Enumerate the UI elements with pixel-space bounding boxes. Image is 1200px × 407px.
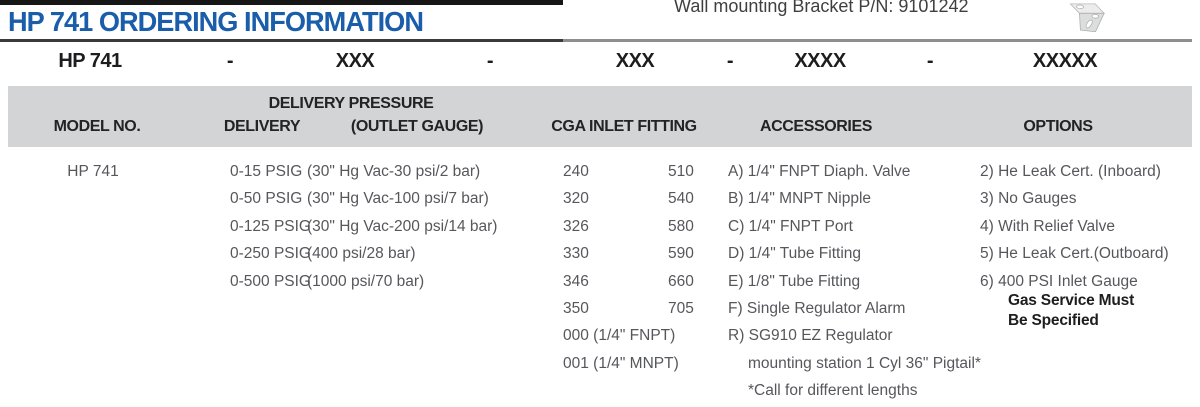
top-black-bar xyxy=(0,0,563,5)
gas-service-note-line: Be Specified xyxy=(1008,311,1099,329)
order-code-dash: - xyxy=(726,50,734,72)
column-header-outlet-gauge: (OUTLET GAUGE) xyxy=(350,118,484,135)
model-no-column xyxy=(43,158,143,185)
table-cell: HP 741 xyxy=(67,163,119,180)
table-cell: C) 1/4" FNPT Port xyxy=(728,217,853,235)
table-cell: 001 (1/4" MNPT) xyxy=(563,354,679,372)
table-cell: (30" Hg Vac-200 psi/14 bar) xyxy=(307,217,498,235)
table-cell: F) Single Regulator Alarm xyxy=(728,300,906,318)
table-cell: 660 xyxy=(668,272,694,290)
table-cell: 0-125 PSIG xyxy=(230,217,311,235)
order-code-model: HP 741 xyxy=(58,50,122,72)
table-cell: D) 1/4" Tube Fitting xyxy=(728,245,862,263)
gas-service-note-line: Gas Service Must xyxy=(1008,292,1135,309)
table-cell: 326 xyxy=(563,217,589,235)
table-cell: 350 xyxy=(563,300,589,318)
table-cell: 320 xyxy=(563,190,589,208)
outlet-gauge-column xyxy=(307,158,557,295)
order-code-dash: - xyxy=(226,50,234,72)
order-code-dash: - xyxy=(486,50,494,72)
wall-bracket-icon xyxy=(1058,0,1114,37)
page-title: HP 741 ORDERING INFORMATION xyxy=(8,6,423,37)
column-header-cga-inlet-fitting: CGA INLET FITTING xyxy=(551,118,697,135)
footnote: *Call for different lengths xyxy=(748,382,918,400)
table-cell: 346 xyxy=(563,272,589,290)
order-code-options: XXXXX xyxy=(1032,50,1098,72)
table-cell: R) SG910 EZ Regulator xyxy=(728,327,893,345)
title-underline-gray xyxy=(563,39,1192,42)
table-cell: (30" Hg Vac-30 psi/2 bar) xyxy=(307,163,481,180)
title-underline-dark xyxy=(0,39,563,42)
order-code-delivery: XXX xyxy=(335,50,375,72)
column-header-delivery: DELIVERY xyxy=(223,118,301,135)
table-cell: 2) He Leak Cert. (Inboard) xyxy=(980,163,1161,180)
table-cell: 540 xyxy=(668,190,694,208)
table-cell: 240 xyxy=(563,163,589,180)
table-cell: 0-500 PSIG xyxy=(230,272,311,290)
gas-service-note xyxy=(1008,291,1134,330)
table-cell: 330 xyxy=(563,245,589,263)
wall-bracket-note: Wall mounting Bracket P/N: 9101242 xyxy=(674,0,969,16)
table-cell: 580 xyxy=(668,217,694,235)
table-cell: 590 xyxy=(668,245,694,263)
table-cell: 0-50 PSIG xyxy=(230,190,303,208)
table-cell: E) 1/8" Tube Fitting xyxy=(728,272,861,290)
order-code-dash: - xyxy=(926,50,934,72)
column-header-options: OPTIONS xyxy=(1023,118,1093,135)
table-cell: (400 psi/28 bar) xyxy=(307,245,416,263)
table-cell: 000 (1/4" FNPT) xyxy=(563,327,676,345)
table-header-band xyxy=(8,86,1192,147)
table-cell: A) 1/4" FNPT Diaph. Valve xyxy=(728,163,911,180)
order-code-cga: XXX xyxy=(615,50,655,72)
table-cell: 0-250 PSIG xyxy=(230,245,311,263)
table-cell: 5) He Leak Cert.(Outboard) xyxy=(980,245,1169,263)
table-cell: (1000 psi/70 bar) xyxy=(307,272,425,290)
table-cell: 4) With Relief Valve xyxy=(980,217,1115,235)
table-cell: (30" Hg Vac-100 psi/7 bar) xyxy=(307,190,489,208)
table-cell: 3) No Gauges xyxy=(980,190,1077,208)
table-cell: B) 1/4" MNPT Nipple xyxy=(728,190,872,208)
order-code-accessories: XXXX xyxy=(794,50,846,72)
column-header-accessories: ACCESSORIES xyxy=(759,118,873,135)
accessories-column xyxy=(728,158,981,405)
table-cell: 705 xyxy=(668,300,694,318)
table-cell: 510 xyxy=(668,163,694,180)
column-header-model-no: MODEL NO. xyxy=(53,118,141,135)
column-header-delivery-pressure: DELIVERY PRESSURE xyxy=(268,95,434,112)
table-cell: 0-15 PSIG xyxy=(230,163,303,180)
table-cell: 6) 400 PSI Inlet Gauge xyxy=(980,272,1138,290)
options-column xyxy=(980,158,1195,295)
table-cell: mounting station 1 Cyl 36" Pigtail* xyxy=(748,354,981,372)
